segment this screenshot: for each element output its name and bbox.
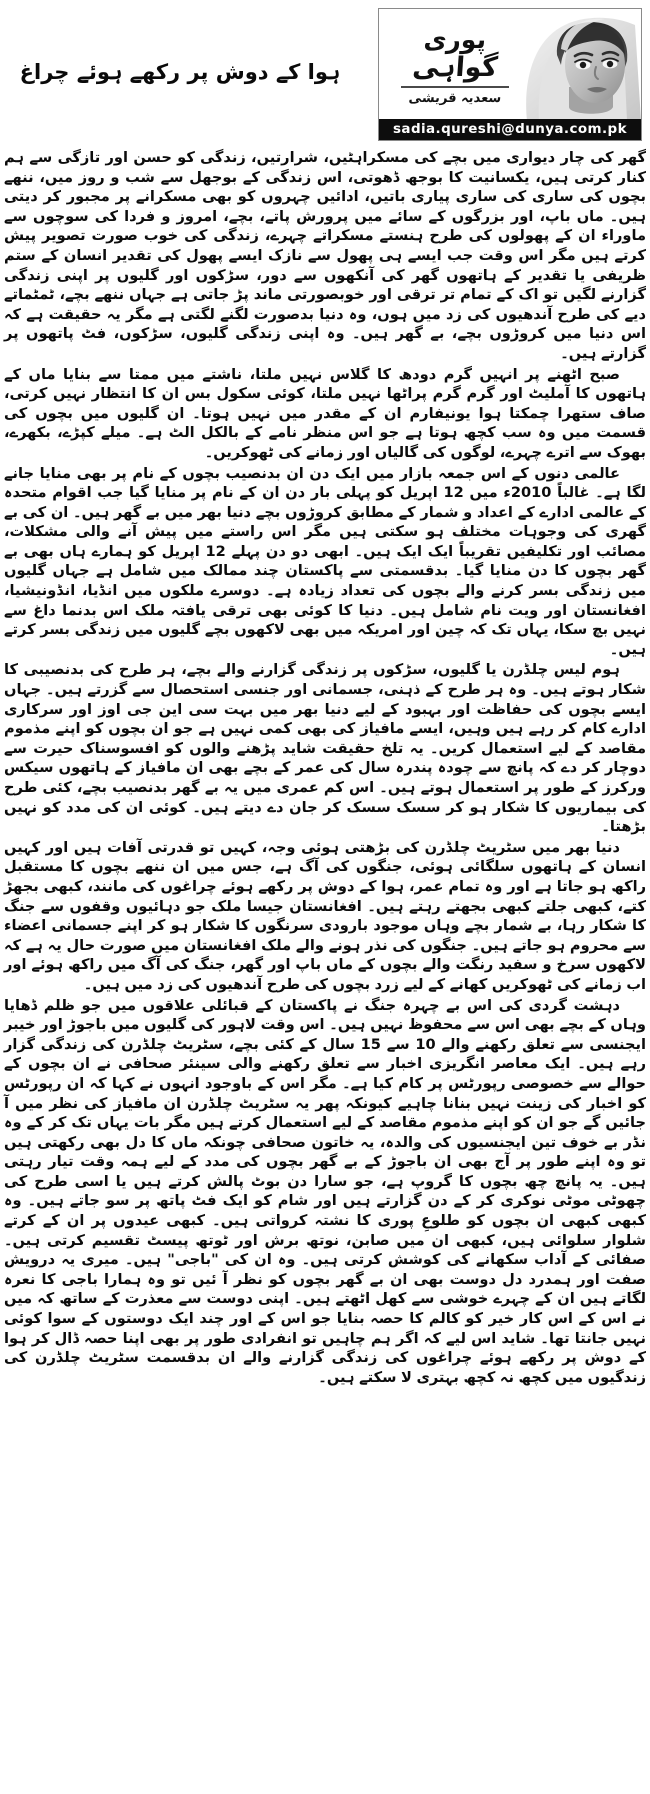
page-title: ہوا کے دوش پر رکھے ہوئے چراغ — [19, 60, 341, 84]
column-masthead — [378, 8, 642, 141]
masthead-inner — [379, 9, 641, 121]
article-paragraph: عالمی دنوں کے اس جمعہ بازار میں ایک دن ان بدنصیب بچوں کے نام پر بھی منایا جانے لگا ہے۔ غالباً 2010ء میں 12 اپریل کو پہلی بار دن ان کے نام پر منایا گیا جب اقوام متحدہ کے عالمی ادارے کے اعداد و شمار کے مطابق کروڑوں بچے دنیا بھر میں بے گھر ہیں۔ ان کی بے گھری کی وجوہات مختلف ہو سکتی ہیں مگر اس راستے میں پیش آنے والی مشکلات، مصائب اور تکلیفیں تقریباً ایک ایک ہیں۔ ابھی دو دن پہلے 12 اپریل کو ہمارے ہاں بھی بے گھر بچوں کا دن منایا گیا۔ بدقسمتی سے پاکستان چند ممالک میں شامل ہے جہاں گلیوں میں زندگی بسر کرنے والے بچوں کی تعداد زیادہ ہے۔ دوسرے ملکوں میں انڈیا، انڈونیشیا، افغانستان اور ویت نام شامل ہیں۔ دنیا کا کوئی بھی ترقی یافتہ ملک اس بدنما داغ سے نہیں بچ سکا، یہاں تک کہ چین اور امریکہ میں بھی لاکھوں بچے گلیوں میں زندگی بسر کرتے ہیں۔ — [4, 464, 647, 658]
article-paragraph: دہشت گردی کی اس بے چہرہ جنگ نے پاکستان کے قبائلی علاقوں میں جو ظلم ڈھایا وہاں کے بچے بھی اس سے محفوظ نہیں ہیں۔ اس وقت لاہور کی گلیوں میں باجوڑ اور خیبر ایجنسی سے تعلق رکھنے والے 10 سے 15 سال کے کئی بچے، سٹریٹ چلڈرن کی زندگی گزار رہے ہیں۔ ایک معاصر انگریزی اخبار سے تعلق رکھنے والی سینئر صحافی نے ان بچوں کے حوالے سے خصوصی رپورٹس پر کام کیا ہے۔ مگر اس کے باوجود انہوں نے کہا کہ ان رپورٹس کو اخبار کی زینت نہیں بنانا چاہیے کیونکہ پھر یہ سٹریٹ چلڈرن ان مافیاز کی نظر میں آ جائیں گے جو ان کو اپنے مذموم مقاصد کے لیے استعمال کرتے ہیں مگر بات یہاں تک کر کے وہ نڈر بے خوف تین ایجنسیوں کی والدہ، یہ خاتون صحافی چونکہ ماں کا دل بھی رکھتی ہیں تو وہ اپنے طور پر آج بھی ان باجوڑ کے بے گھر بچوں کی مدد کے لیے ہمہ وقت تیار رہتی ہیں۔ یہ پانچ چھ بچوں کا گروپ ہے، جو سارا دن بوٹ پالش کرتے ہیں یا اسی طرح کی چھوٹی موٹی نوکری کر کے دن گزارتے ہیں اور شام کو ایک فٹ پاتھ پر سو جاتے ہیں۔ وہ کبھی کبھی ان بچوں کو طلوعِ پوری کا نشتہ کرواتی ہیں۔ کبھی عیدوں پر ان کے کرتے شلوار سلوائی ہیں، کبھی ان میں صابن، نوتھ برش اور ٹوتھ پیسٹ تقسیم کرتی ہیں۔ صفائی کے آداب سکھانے کی کوشش کرتی ہیں۔ وہ ان کی "باجی" ہیں۔ میری یہ درویش صفت اور ہمدرد دل دوست بھی ان بے گھر بچوں کو نظر آ ئیں تو وہ ہمارا باجی کا نعرہ لگاتے ہیں ان کے چہرے خوشی سے کھل اٹھتے ہیں۔ اپنی دوست سے معذرت کے ساتھ کہ میں نے اس کے اس کار خیر کو کالم کا حصہ بنایا جو اس کے اور چند ایک دوستوں کے سوا کوئی نہیں جانتا تھا۔ شاید اس لیے کہ اگر ہم چاہیں تو انفرادی طور پر بھی اپنا حصہ ڈال کر ہوا کے دوش پر رکھے ہوئے چراغوں کی زندگی گزارنے والے ان بدقسمت سٹریٹ چلڈرن کی زندگیوں میں کچھ نہ کچھ بہتری لا سکتے ہیں۔ — [4, 996, 647, 1386]
article-paragraph: دنیا بھر میں سٹریٹ چلڈرن کی بڑھتی ہوئی وجہ، کہیں تو قدرتی آفات ہیں اور کہیں انسان کے ہاتھوں سلگائی ہوئی، جنگوں کی آگ ہے، جس میں ان ننھے بچوں کا مستقبل راکھ ہو جاتا ہے اور وہ تمام عمر، ہوا کے دوش پر رکھے ہوئے چراغوں کی مانند، کبھی بجھڑ کتے، کبھی جلتے کبھی بجھتے رہتے ہیں۔ افغانستان جیسا ملک جو دہائیوں وقفوں سے جنگ کا شکار رہا، بے شمار بچے وہاں موجود بارودی سرنگوں کا شکار ہو کر اپنے جسمانی اعضاء سے محروم ہو جاتے ہیں۔ جنگوں کی نذر ہونے والے ملک افغانستان میں صورت حال یہ ہے کہ لاکھوں سرخ و سفید رنگت والے بچوں کے ماں باپ اور گھر، جنگ کی آگ میں راکھ ہوئے اور اب زمانے کی ٹھوکریں کھانے کے لیے زرد بچوں کی طرح آندھیوں کی زد میں ہیں۔ — [4, 838, 646, 993]
author-name: سعدیہ قریشی — [408, 90, 502, 106]
column-name-line2: گواہی — [411, 52, 499, 83]
article-paragraph: گھر کی چار دیواری میں بچے کی مسکراہٹیں، شرارتیں، زندگی کو حسن اور تازگی سے ہم کنار کرتی ہیں، یکسانیت کا بوجھ ڈھوتی، اس زندگی کے بوجھل سے شب و روز میں، ننھے بچوں کی ساری کی ساری پیاری باتیں، ادائیں چہروں کو بھی مسکرانے پر مجبور کر دیتی ہیں۔ ماں باپ، اور بزرگوں کے سائے میں پرورش پاتے، بچے، امروز و فردا کی سوچوں سے ماوراء ان کے پھولوں کی طرح ہنستے مسکراتے چہرے، زندگی کی خوب صورت تصویر پیش کرتے ہیں مگر اس وقت جب ایسے ہی پھول سے نازک ایسے پھول کی تقدیر انسان کے ستم ظریفی یا تقدیر کے ہاتھوں گھر کی آنکھوں سے دور، سڑکوں اور گلیوں پر اپنی زندگی گزارنے لگیں تو اک کے تمام تر ترقی اور خوبصورتی ماند پڑ جاتی ہے جہاں ننھے بچے، ٹمٹماتے دیے کی طرح آندھیوں کی زد میں ہوں، وہ دنیا بدصورت لگنے لگتی ہے مگر یہ حقیقت ہے کہ اس دنیا میں کروڑوں بچے، بے گھر ہیں۔ وہ اپنی زندگی گلیوں، سڑکوں، فٹ پاتھوں پر گزارتے ہیں۔ — [4, 149, 646, 362]
author-portrait — [517, 9, 641, 121]
article-paragraph: ہوم لیس چلڈرن یا گلیوں، سڑکوں پر زندگی گزارنے والے بچے، ہر طرح کی بدنصیبی کا شکار ہوتے ہیں۔ وہ ہر طرح کے ذہنی، جسمانی اور جنسی استحصال سے گزرتے ہیں۔ جہاں ایسے بچوں کی حفاظت اور بہبود کے لیے دنیا بھر میں بہت سی این جی اوز اور سرکاری ادارے کام کر رہے ہیں وہیں، ایسے مافیاز کی بھی کمی نہیں ہے جو ان بچوں کو اپنے مذموم مقاصد کے لیے استعمال کریں۔ یہ تلخ حقیقت شاید پڑھنے والوں کو افسوسناک حیرت سے دوچار کر دے کہ پانچ سے چودہ پندرہ سال کی عمر کے بچے بھی ان مافیاز کے ہاتھوں سیکس ورکرز کے طور پر استعمال ہوتے ہیں۔ اس کم عمری میں یہ بے گھر بدنصیب بچے، کئی طرح کی بیماریوں کا شکار ہو کر سسک سسک کر جان دے دیتے ہیں۔ کوئی ان کی مدد کو نہیں بڑھتا۔ — [4, 661, 646, 836]
author-email[interactable]: sadia.qureshi@dunya.com.pk — [379, 119, 641, 140]
column-name-line1: پوری — [422, 25, 488, 54]
article-paragraph: صبح اٹھنے پر انہیں گرم دودھ کا گلاس نہیں ملتا، ناشتے میں ممتا سے بنایا ماں کے ہاتھوں کا آملیٹ اور گرم گرم پراٹھا نہیں ملتا، کوئی سکول بس ان کا انتظار نہیں کرتی، صاف ستھرا چمکتا ہوا یونیفارم ان کے مقدر میں نہیں ہوتا۔ ان گلیوں میں بچوں کی قسمت میں وہ سب کچھ ہوتا ہے جو اس منظر نامے کے بالکل الٹ ہے۔ میلے کپڑے، بکھرے، بھوک سے اترے چہرے، لوگوں کی گالیاں اور زمانے کی ٹھوکریں۔ — [4, 365, 646, 461]
article-body — [4, 148, 646, 1387]
column-logo — [389, 15, 521, 119]
logo-divider — [401, 86, 509, 88]
